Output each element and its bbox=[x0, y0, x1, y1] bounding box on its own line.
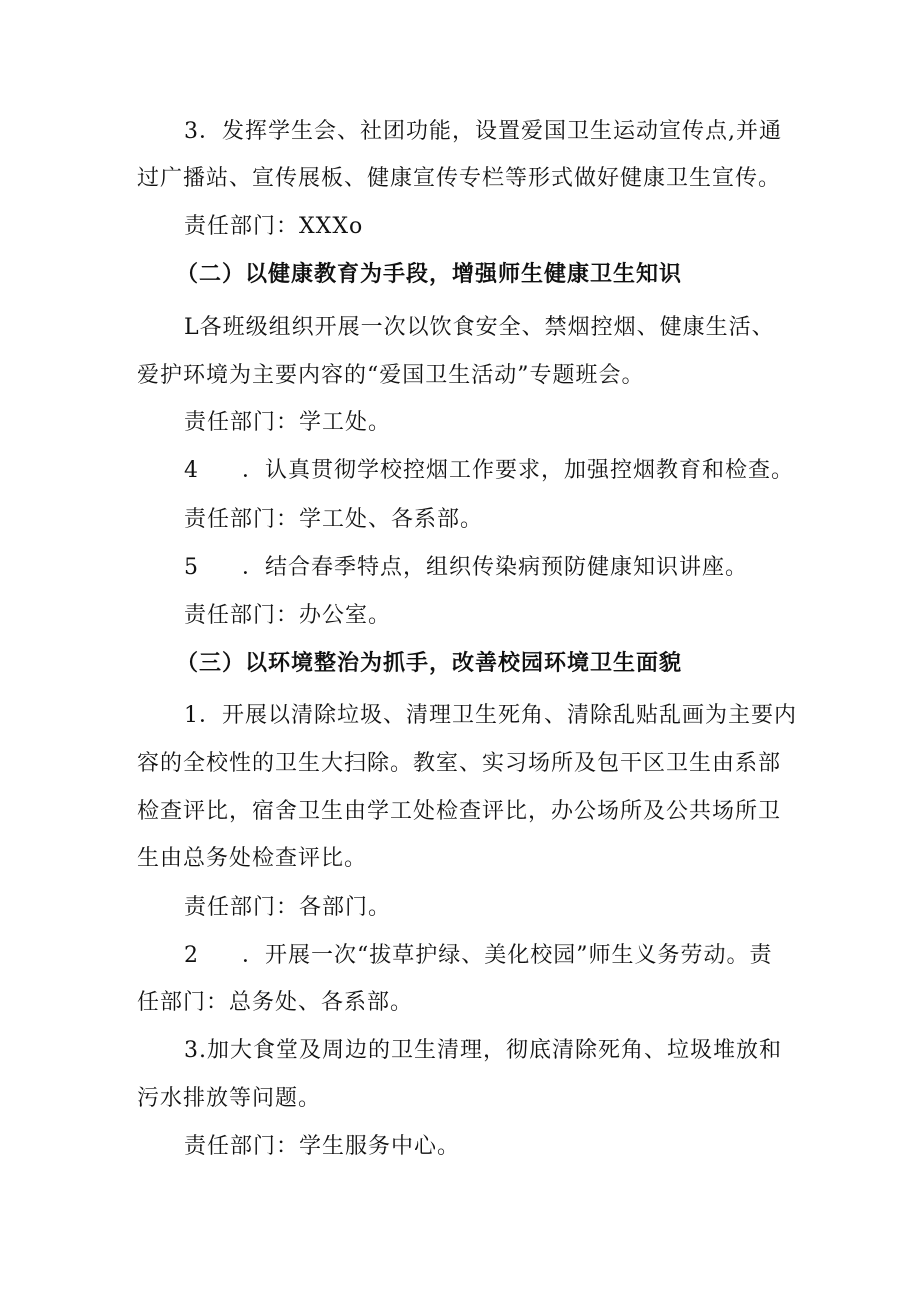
s3-item3-responsibility: 责任部门：学生服务中心。 bbox=[184, 1134, 461, 1159]
s2-item1-line1: L各班级组织开展一次以饮食安全、禁烟控烟、健康生活、 bbox=[184, 315, 775, 340]
section2-heading: （二）以健康教育为手段，增强师生健康卫生知识 bbox=[176, 261, 683, 287]
s3-item2-number: 2 bbox=[184, 943, 199, 968]
s2-item3-number: 5 bbox=[184, 555, 199, 580]
s3-item1-responsibility: 责任部门：各部门。 bbox=[184, 895, 392, 920]
s3-item3-line2: 污水排放等问题。 bbox=[137, 1086, 322, 1111]
s2-item2 bbox=[184, 456, 794, 486]
s3-item1-line3: 检查评比，宿舍卫生由学工处检查评比，办公场所及公共场所卫 bbox=[137, 799, 782, 824]
s3-item1-line1: 1．开展以清除垃圾、清理卫生死角、清除乱贴乱画为主要内 bbox=[184, 703, 797, 728]
s2-item1-responsibility: 责任部门：学工处。 bbox=[184, 410, 392, 435]
s3-item1-line4: 生由总务处检查评比。 bbox=[137, 846, 368, 871]
item3-line2: 过广播站、宣传展板、健康宣传专栏等形式做好健康卫生宣传。 bbox=[137, 166, 782, 191]
item3-line1: 3．发挥学生会、社团功能，设置爱国卫生运动宣传点,并通 bbox=[184, 119, 782, 144]
s3-item2-line2: 任部门：总务处、各系部。 bbox=[137, 990, 414, 1015]
s3-item3-line1: 3.加大食堂及周边的卫生清理，彻底清除死角、垃圾堆放和 bbox=[184, 1038, 782, 1063]
s3-item2-text: ．开展一次“拔草护绿、美化校园”师生义务劳动。责 bbox=[242, 943, 773, 968]
s2-item2-responsibility: 责任部门：学工处、各系部。 bbox=[184, 507, 484, 532]
s3-item2 bbox=[184, 941, 773, 971]
item3-responsibility: 责任部门：XXXo bbox=[184, 214, 364, 239]
s2-item2-text: ．认真贯彻学校控烟工作要求，加强控烟教育和检查。 bbox=[242, 458, 795, 483]
s3-item1-line2: 容的全校性的卫生大扫除。教室、实习场所及包干区卫生由系部 bbox=[137, 751, 782, 776]
s2-item1-line2: 爱护环境为主要内容的“爱国卫生活动”专题班会。 bbox=[137, 363, 645, 388]
section3-heading: （三）以环境整治为抓手，改善校园环境卫生面貌 bbox=[176, 650, 683, 676]
s2-item3-text: ．结合春季特点，组织传染病预防健康知识讲座。 bbox=[242, 555, 749, 580]
s2-item3 bbox=[184, 553, 748, 583]
s2-item2-number: 4 bbox=[184, 458, 199, 483]
s2-item3-responsibility: 责任部门：办公室。 bbox=[184, 603, 392, 628]
